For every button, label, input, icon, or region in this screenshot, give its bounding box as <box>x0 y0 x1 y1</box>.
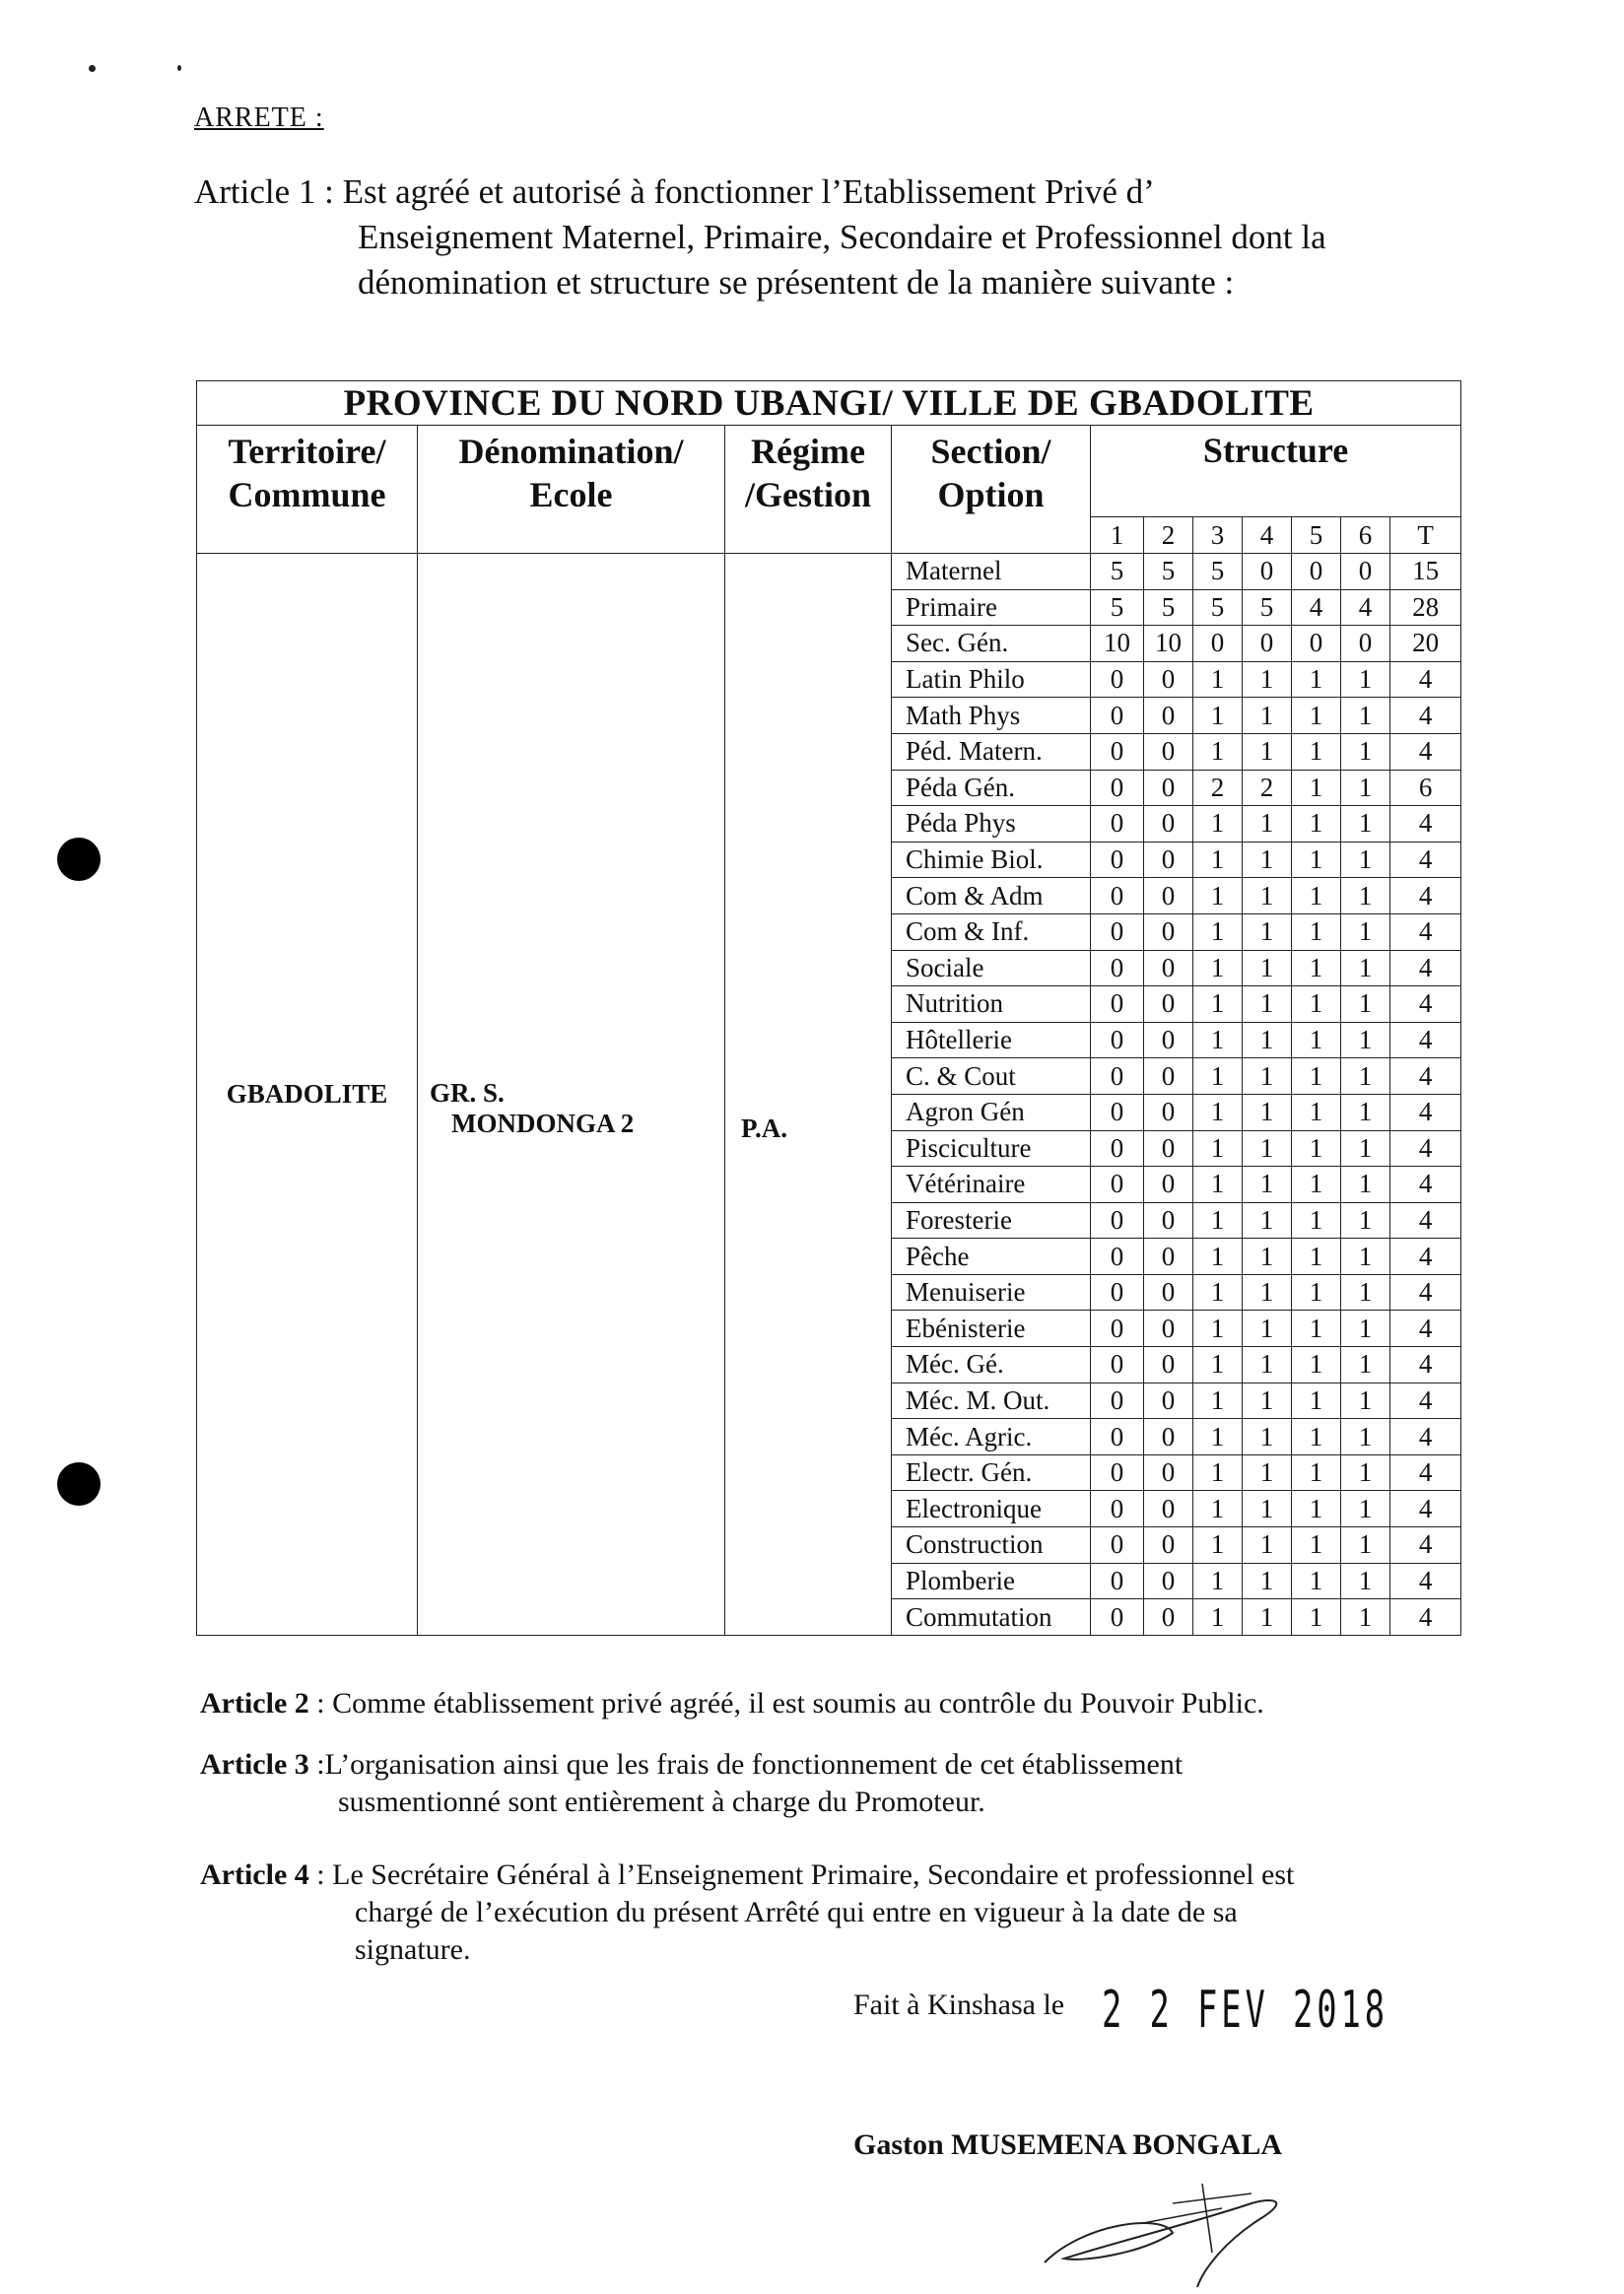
structure-value-cell: 1 <box>1292 1202 1341 1239</box>
structure-value-cell: 1 <box>1243 806 1292 843</box>
structure-value-cell: 0 <box>1243 554 1292 590</box>
structure-value-cell: 0 <box>1193 626 1243 662</box>
structure-value-cell: 1 <box>1341 1130 1390 1167</box>
section-cell: Péda Phys <box>892 806 1091 843</box>
structure-value-cell: 4 <box>1390 1274 1461 1311</box>
article-4 <box>200 1856 1294 1894</box>
section-cell: Pisciculture <box>892 1130 1091 1167</box>
structure-value-cell: 0 <box>1144 986 1193 1023</box>
structure-value-cell: 0 <box>1091 913 1144 950</box>
structure-value-cell: 20 <box>1390 626 1461 662</box>
signature-icon <box>1025 2164 1320 2292</box>
structure-value-cell: 1 <box>1292 1563 1341 1599</box>
structure-value-cell: 4 <box>1390 1347 1461 1383</box>
structure-value-cell: 1 <box>1193 733 1243 770</box>
structure-value-cell: 4 <box>1390 1022 1461 1058</box>
article-2-label: Article 2 <box>200 1687 309 1720</box>
structure-value-cell: 0 <box>1144 950 1193 986</box>
structure-col-header: 6 <box>1341 517 1390 554</box>
structure-value-cell: 1 <box>1292 733 1341 770</box>
structure-value-cell: 0 <box>1091 733 1144 770</box>
section-cell: Pêche <box>892 1239 1091 1275</box>
structure-value-cell: 0 <box>1144 806 1193 843</box>
structure-value-cell: 4 <box>1390 950 1461 986</box>
structure-value-cell: 1 <box>1292 1599 1341 1636</box>
commune-cell: GBADOLITE <box>197 554 418 1636</box>
section-cell: Méc. Agric. <box>892 1419 1091 1455</box>
structure-value-cell: 1 <box>1341 1491 1390 1527</box>
article-4-line: chargé de l’exécution du présent Arrêté qui entre en vigueur à la date de sa <box>355 1896 1238 1928</box>
structure-value-cell: 1 <box>1341 1274 1390 1311</box>
structure-value-cell: 5 <box>1193 589 1243 626</box>
structure-value-cell: 1 <box>1341 1058 1390 1095</box>
structure-col-header: T <box>1390 517 1461 554</box>
structure-value-cell: 4 <box>1390 1563 1461 1599</box>
section-cell: Agron Gén <box>892 1094 1091 1130</box>
article-2 <box>200 1685 1264 1722</box>
structure-value-cell: 0 <box>1091 1419 1144 1455</box>
structure-value-cell: 1 <box>1243 1022 1292 1058</box>
structure-value-cell: 0 <box>1144 770 1193 806</box>
structure-value-cell: 0 <box>1243 626 1292 662</box>
section-cell: Menuiserie <box>892 1274 1091 1311</box>
structure-value-cell: 1 <box>1193 1383 1243 1419</box>
structure-value-cell: 0 <box>1144 1311 1193 1347</box>
date-stamp: 2 2 FEV 2018 <box>1102 1981 1388 2040</box>
structure-value-cell: 1 <box>1243 1599 1292 1636</box>
structure-value-cell: 0 <box>1091 986 1144 1023</box>
structure-value-cell: 1 <box>1292 1347 1341 1383</box>
structure-value-cell: 0 <box>1144 1239 1193 1275</box>
structure-value-cell: 1 <box>1243 1454 1292 1491</box>
structure-value-cell: 1 <box>1292 986 1341 1023</box>
structure-value-cell: 1 <box>1341 878 1390 914</box>
structure-value-cell: 0 <box>1144 1383 1193 1419</box>
structure-value-cell: 5 <box>1091 554 1144 590</box>
structure-value-cell: 1 <box>1341 1599 1390 1636</box>
structure-value-cell: 0 <box>1144 842 1193 878</box>
structure-value-cell: 0 <box>1091 1347 1144 1383</box>
structure-value-cell: 0 <box>1091 1383 1144 1419</box>
structure-value-cell: 4 <box>1390 842 1461 878</box>
structure-value-cell: 5 <box>1193 554 1243 590</box>
ecole-line2: MONDONGA 2 <box>451 1109 635 1139</box>
structure-value-cell: 1 <box>1243 913 1292 950</box>
structure-value-cell: 0 <box>1144 1058 1193 1095</box>
header-denomination <box>418 426 725 554</box>
structure-value-cell: 1 <box>1341 913 1390 950</box>
structure-value-cell: 0 <box>1144 698 1193 734</box>
article-3-line: susmentionné sont entièrement à charge du Promoteur. <box>338 1786 985 1818</box>
structure-value-cell: 1 <box>1243 1527 1292 1564</box>
section-cell: Com & Adm <box>892 878 1091 914</box>
structure-value-cell: 1 <box>1243 733 1292 770</box>
structure-value-cell: 1 <box>1243 986 1292 1023</box>
structure-value-cell: 15 <box>1390 554 1461 590</box>
article-4-line: signature. <box>355 1933 471 1966</box>
structure-value-cell: 1 <box>1243 878 1292 914</box>
structure-value-cell: 0 <box>1091 1454 1144 1491</box>
structure-value-cell: 0 <box>1091 661 1144 698</box>
structure-value-cell: 1 <box>1341 1311 1390 1347</box>
section-cell: Latin Philo <box>892 661 1091 698</box>
structure-col-header: 4 <box>1243 517 1292 554</box>
structure-value-cell: 4 <box>1390 1130 1461 1167</box>
structure-value-cell: 1 <box>1341 806 1390 843</box>
structure-value-cell: 5 <box>1144 554 1193 590</box>
structure-value-cell: 1 <box>1243 661 1292 698</box>
structure-value-cell: 1 <box>1243 1347 1292 1383</box>
structure-value-cell: 1 <box>1193 1130 1243 1167</box>
structure-value-cell: 1 <box>1292 1311 1341 1347</box>
section-cell: Electronique <box>892 1491 1091 1527</box>
structure-value-cell: 0 <box>1091 1274 1144 1311</box>
structure-value-cell: 1 <box>1193 913 1243 950</box>
structure-value-cell: 1 <box>1193 698 1243 734</box>
structure-value-cell: 1 <box>1292 661 1341 698</box>
structure-value-cell: 0 <box>1091 1022 1144 1058</box>
structure-value-cell: 0 <box>1091 1167 1144 1203</box>
section-cell: Sec. Gén. <box>892 626 1091 662</box>
structure-value-cell: 4 <box>1390 1311 1461 1347</box>
structure-value-cell: 1 <box>1292 1274 1341 1311</box>
structure-value-cell: 1 <box>1193 806 1243 843</box>
structure-value-cell: 1 <box>1193 1239 1243 1275</box>
ecole-cell <box>418 554 725 1636</box>
header-territoire-line1: Territoire/ <box>228 432 386 471</box>
structure-value-cell: 4 <box>1390 661 1461 698</box>
structure-value-cell: 4 <box>1390 913 1461 950</box>
structure-value-cell: 1 <box>1193 1563 1243 1599</box>
structure-value-cell: 4 <box>1390 1239 1461 1275</box>
structure-col-header: 2 <box>1144 517 1193 554</box>
header-structure: Structure <box>1091 426 1461 517</box>
structure-value-cell: 1 <box>1243 1202 1292 1239</box>
structure-value-cell: 1 <box>1292 1419 1341 1455</box>
structure-value-cell: 1 <box>1243 1491 1292 1527</box>
structure-value-cell: 1 <box>1341 1347 1390 1383</box>
structure-value-cell: 1 <box>1341 1094 1390 1130</box>
structure-value-cell: 1 <box>1341 1239 1390 1275</box>
structure-value-cell: 0 <box>1341 554 1390 590</box>
structure-value-cell: 0 <box>1144 1094 1193 1130</box>
structure-value-cell: 2 <box>1243 770 1292 806</box>
structure-value-cell: 0 <box>1144 1563 1193 1599</box>
structure-value-cell: 1 <box>1243 1058 1292 1095</box>
article-1-line: dénomination et structure se présentent de la manière suivante : <box>358 263 1235 302</box>
structure-value-cell: 0 <box>1091 1599 1144 1636</box>
structure-value-cell: 1 <box>1193 842 1243 878</box>
structure-value-cell: 1 <box>1193 1527 1243 1564</box>
structure-value-cell: 1 <box>1341 1202 1390 1239</box>
header-denomination-line1: Dénomination/ <box>458 432 684 471</box>
structure-value-cell: 0 <box>1091 806 1144 843</box>
structure-value-cell: 0 <box>1091 1058 1144 1095</box>
structure-col-header: 1 <box>1091 517 1144 554</box>
regime-cell: P.A. <box>725 554 892 1636</box>
structure-value-cell: 4 <box>1390 1094 1461 1130</box>
structure-value-cell: 4 <box>1390 733 1461 770</box>
structure-value-cell: 0 <box>1091 1491 1144 1527</box>
header-section <box>892 426 1091 554</box>
structure-value-cell: 1 <box>1341 950 1390 986</box>
structure-value-cell: 4 <box>1390 1383 1461 1419</box>
structure-value-cell: 1 <box>1341 986 1390 1023</box>
structure-value-cell: 1 <box>1193 1491 1243 1527</box>
structure-value-cell: 0 <box>1144 1167 1193 1203</box>
header-territoire <box>197 426 418 554</box>
structure-value-cell: 1 <box>1193 1419 1243 1455</box>
structure-value-cell: 1 <box>1341 698 1390 734</box>
structure-value-cell: 1 <box>1243 1419 1292 1455</box>
structure-value-cell: 1 <box>1193 1167 1243 1203</box>
structure-value-cell: 1 <box>1243 950 1292 986</box>
structure-value-cell: 0 <box>1144 1527 1193 1564</box>
article-3 <box>200 1746 1183 1784</box>
structure-value-cell: 4 <box>1390 806 1461 843</box>
header-regime <box>725 426 892 554</box>
structure-value-cell: 0 <box>1091 1239 1144 1275</box>
structure-value-cell: 1 <box>1292 878 1341 914</box>
structure-value-cell: 0 <box>1144 1202 1193 1239</box>
structure-value-cell: 0 <box>1341 626 1390 662</box>
structure-value-cell: 0 <box>1144 913 1193 950</box>
structure-value-cell: 1 <box>1341 842 1390 878</box>
structure-value-cell: 1 <box>1193 1454 1243 1491</box>
structure-value-cell: 1 <box>1292 1383 1341 1419</box>
section-cell: Nutrition <box>892 986 1091 1023</box>
header-section-line2: Option <box>937 475 1045 514</box>
section-cell: Vétérinaire <box>892 1167 1091 1203</box>
article-3-line: :L’organisation ainsi que les frais de fonctionnement de cet établissement <box>308 1748 1184 1781</box>
structure-value-cell: 0 <box>1091 770 1144 806</box>
structure-value-cell: 4 <box>1390 1454 1461 1491</box>
structure-value-cell: 1 <box>1292 1527 1341 1564</box>
section-cell: Foresterie <box>892 1202 1091 1239</box>
table-row <box>197 554 1461 590</box>
structure-value-cell: 0 <box>1091 950 1144 986</box>
structure-value-cell: 1 <box>1193 950 1243 986</box>
structure-value-cell: 1 <box>1193 1599 1243 1636</box>
structure-value-cell: 1 <box>1243 1130 1292 1167</box>
structure-value-cell: 1 <box>1292 1094 1341 1130</box>
signer-name: Gaston MUSEMENA BONGALA <box>853 2128 1283 2161</box>
structure-value-cell: 1 <box>1243 1383 1292 1419</box>
structure-value-cell: 4 <box>1390 1202 1461 1239</box>
structure-value-cell: 4 <box>1390 698 1461 734</box>
margin-mark <box>89 65 96 72</box>
ecole-line1: GR. S. <box>430 1078 505 1109</box>
structure-value-cell: 1 <box>1292 842 1341 878</box>
structure-value-cell: 1 <box>1193 1347 1243 1383</box>
structure-col-header: 3 <box>1193 517 1243 554</box>
structure-value-cell: 4 <box>1390 1419 1461 1455</box>
structure-value-cell: 0 <box>1091 878 1144 914</box>
structure-value-cell: 1 <box>1341 733 1390 770</box>
structure-table <box>196 380 1460 1636</box>
structure-value-cell: 1 <box>1243 1167 1292 1203</box>
structure-value-cell: 4 <box>1292 589 1341 626</box>
structure-value-cell: 1 <box>1193 1202 1243 1239</box>
structure-value-cell: 4 <box>1390 878 1461 914</box>
structure-value-cell: 1 <box>1193 661 1243 698</box>
section-cell: Chimie Biol. <box>892 842 1091 878</box>
structure-value-cell: 1 <box>1243 1274 1292 1311</box>
section-cell: Commutation <box>892 1599 1091 1636</box>
structure-value-cell: 1 <box>1292 806 1341 843</box>
section-cell: C. & Cout <box>892 1058 1091 1095</box>
punch-hole <box>57 838 101 881</box>
section-cell: Méc. Gé. <box>892 1347 1091 1383</box>
structure-value-cell: 1 <box>1341 1167 1390 1203</box>
structure-value-cell: 5 <box>1243 589 1292 626</box>
structure-value-cell: 6 <box>1390 770 1461 806</box>
structure-value-cell: 1 <box>1193 878 1243 914</box>
structure-value-cell: 4 <box>1390 1491 1461 1527</box>
header-regime-line2: /Gestion <box>744 475 871 514</box>
structure-value-cell: 1 <box>1341 770 1390 806</box>
structure-value-cell: 1 <box>1341 1527 1390 1564</box>
structure-value-cell: 1 <box>1292 1167 1341 1203</box>
structure-value-cell: 1 <box>1193 986 1243 1023</box>
section-cell: Maternel <box>892 554 1091 590</box>
structure-value-cell: 0 <box>1144 1130 1193 1167</box>
section-cell: Péd. Matern. <box>892 733 1091 770</box>
table-title: PROVINCE DU NORD UBANGI/ VILLE DE GBADOLITE <box>197 381 1461 426</box>
structure-value-cell: 0 <box>1144 1022 1193 1058</box>
structure-value-cell: 1 <box>1243 698 1292 734</box>
margin-mark <box>177 65 181 71</box>
structure-value-cell: 1 <box>1292 913 1341 950</box>
structure-value-cell: 0 <box>1091 1311 1144 1347</box>
section-cell: Plomberie <box>892 1563 1091 1599</box>
section-cell: Ebénisterie <box>892 1311 1091 1347</box>
structure-col-header: 5 <box>1292 517 1341 554</box>
structure-value-cell: 0 <box>1144 733 1193 770</box>
structure-value-cell: 0 <box>1091 1202 1144 1239</box>
structure-value-cell: 4 <box>1390 1058 1461 1095</box>
structure-value-cell: 0 <box>1091 842 1144 878</box>
structure-value-cell: 4 <box>1341 589 1390 626</box>
structure-value-cell: 1 <box>1243 1311 1292 1347</box>
structure-value-cell: 0 <box>1144 878 1193 914</box>
structure-value-cell: 0 <box>1292 554 1341 590</box>
structure-value-cell: 0 <box>1144 1599 1193 1636</box>
structure-value-cell: 1 <box>1341 1419 1390 1455</box>
section-cell: Electr. Gén. <box>892 1454 1091 1491</box>
section-cell: Com & Inf. <box>892 913 1091 950</box>
structure-value-cell: 1 <box>1292 1130 1341 1167</box>
structure-value-cell: 1 <box>1292 1239 1341 1275</box>
structure-value-cell: 1 <box>1243 1239 1292 1275</box>
structure-value-cell: 0 <box>1144 1454 1193 1491</box>
article-2-line: : Comme établissement privé agréé, il est soumis au contrôle du Pouvoir Public. <box>308 1687 1264 1720</box>
structure-value-cell: 0 <box>1144 661 1193 698</box>
section-cell: Méc. M. Out. <box>892 1383 1091 1419</box>
structure-value-cell: 0 <box>1292 626 1341 662</box>
structure-value-cell: 0 <box>1144 1419 1193 1455</box>
article-3-label: Article 3 <box>200 1748 309 1781</box>
structure-value-cell: 0 <box>1144 1491 1193 1527</box>
structure-value-cell: 1 <box>1193 1058 1243 1095</box>
header-territoire-line2: Commune <box>228 475 386 514</box>
header-denomination-line2: Ecole <box>529 475 613 514</box>
structure-value-cell: 0 <box>1144 1347 1193 1383</box>
structure-value-cell: 0 <box>1091 1563 1144 1599</box>
structure-value-cell: 1 <box>1341 1454 1390 1491</box>
structure-value-cell: 0 <box>1091 698 1144 734</box>
structure-value-cell: 1 <box>1292 950 1341 986</box>
article-1-line: Enseignement Maternel, Primaire, Secondaire et Professionnel dont la <box>358 218 1326 256</box>
structure-value-cell: 1 <box>1292 698 1341 734</box>
structure-value-cell: 10 <box>1144 626 1193 662</box>
punch-hole <box>57 1462 101 1506</box>
structure-value-cell: 1 <box>1243 1563 1292 1599</box>
structure-value-cell: 1 <box>1193 1022 1243 1058</box>
structure-value-cell: 28 <box>1390 589 1461 626</box>
structure-value-cell: 0 <box>1091 1094 1144 1130</box>
section-cell: Primaire <box>892 589 1091 626</box>
header-regime-line1: Régime <box>751 432 865 471</box>
structure-value-cell: 1 <box>1341 1563 1390 1599</box>
arrete-heading: ARRETE : <box>194 102 324 133</box>
structure-value-cell: 1 <box>1341 1383 1390 1419</box>
section-cell: Construction <box>892 1527 1091 1564</box>
section-cell: Hôtellerie <box>892 1022 1091 1058</box>
structure-value-cell: 1 <box>1292 1022 1341 1058</box>
structure-value-cell: 1 <box>1193 1094 1243 1130</box>
structure-value-cell: 2 <box>1193 770 1243 806</box>
structure-value-cell: 1 <box>1292 1491 1341 1527</box>
structure-value-cell: 1 <box>1292 770 1341 806</box>
structure-value-cell: 0 <box>1144 1274 1193 1311</box>
structure-value-cell: 4 <box>1390 986 1461 1023</box>
structure-value-cell: 4 <box>1390 1167 1461 1203</box>
structure-value-cell: 10 <box>1091 626 1144 662</box>
article-4-label: Article 4 <box>200 1858 309 1891</box>
article-1 <box>194 169 1155 215</box>
structure-value-cell: 5 <box>1144 589 1193 626</box>
structure-value-cell: 4 <box>1390 1599 1461 1636</box>
structure-value-cell: 0 <box>1091 1527 1144 1564</box>
header-section-line1: Section/ <box>930 432 1051 471</box>
structure-value-cell: 0 <box>1091 1130 1144 1167</box>
place-date-label: Fait à Kinshasa le <box>853 1989 1065 2021</box>
section-cell: Math Phys <box>892 698 1091 734</box>
article-1-label: Article 1 : <box>194 172 334 211</box>
structure-value-cell: 1 <box>1193 1274 1243 1311</box>
article-1-line: Est agréé et autorisé à fonctionner l’Etablissement Privé d’ <box>342 172 1155 211</box>
structure-value-cell: 1 <box>1243 1094 1292 1130</box>
structure-value-cell: 1 <box>1193 1311 1243 1347</box>
article-4-line: : Le Secrétaire Général à l’Enseignement Primaire, Secondaire et professionnel est <box>308 1858 1295 1891</box>
structure-value-cell: 4 <box>1390 1527 1461 1564</box>
structure-value-cell: 1 <box>1341 1022 1390 1058</box>
structure-value-cell: 1 <box>1243 842 1292 878</box>
section-cell: Péda Gén. <box>892 770 1091 806</box>
structure-value-cell: 1 <box>1292 1454 1341 1491</box>
structure-value-cell: 5 <box>1091 589 1144 626</box>
structure-value-cell: 1 <box>1292 1058 1341 1095</box>
section-cell: Sociale <box>892 950 1091 986</box>
structure-value-cell: 1 <box>1341 661 1390 698</box>
